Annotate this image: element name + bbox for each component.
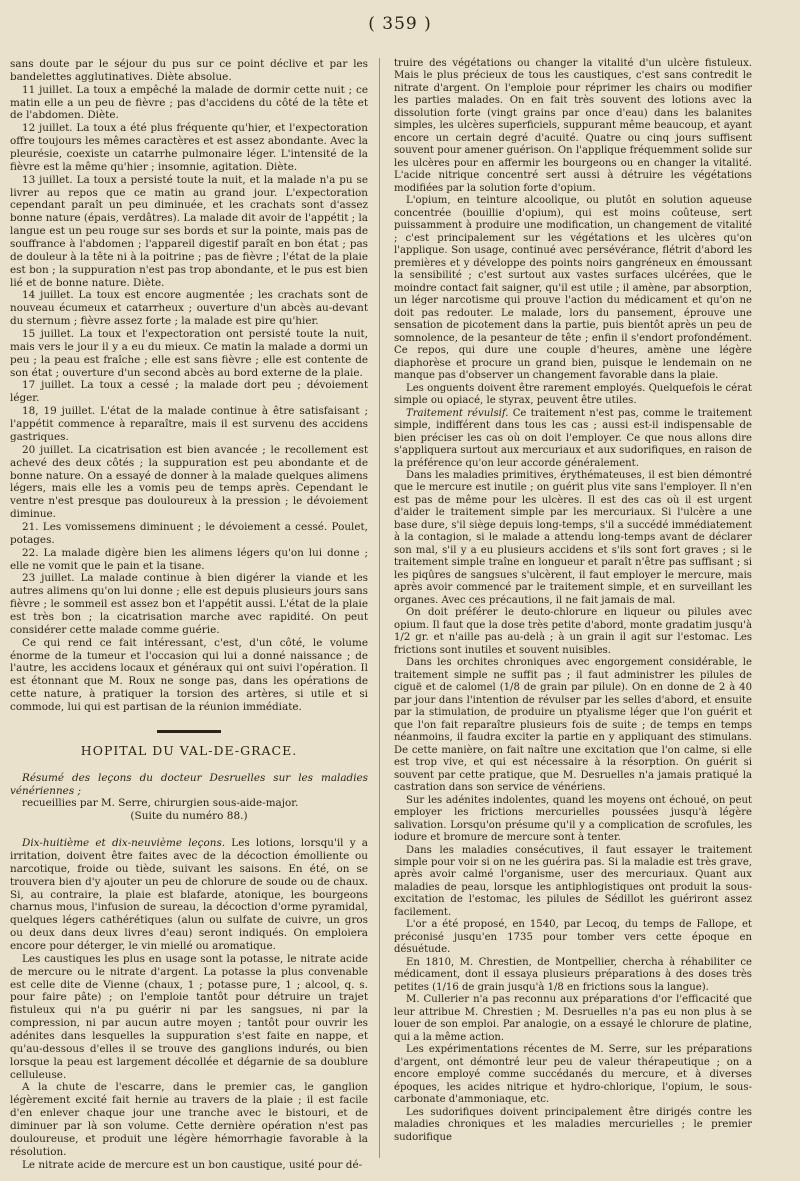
- revulsive-text: Ce traitement n'est pas, comme le traitement simple, indifférent dans tous les cas ; aussi est-il indispensable de bien préciser les cas où on doit l'employer. Ce que nous allons dire s'appliquera surtout aux mercuriaux et aux sudorifiques, en raison de la préférence qu'on leur accorde généralement.: [394, 407, 752, 469]
- paragraph: 14 juillet. La toux est encore augmentée ; les crachats sont de nouveau écumeux et catarrheux ; ouverture d'un abcès au-devant du sternum ; fièvre assez forte ; la malade est pire qu'hier.: [10, 289, 368, 328]
- paragraph: Les onguents doivent être rarement employés. Quelquefois le cérat simple ou opiacé, le styrax, peuvent être utiles.: [394, 382, 752, 407]
- paragraph: L'opium, en teinture alcoolique, ou plutôt en solution aqueuse concentrée (bouillie d'opium), qui est moins coûteuse, sert puissamment à produire une modification, un changement de vitalité ; c'est principalement sur les végétations et les ulcères qu'on l'applique. Son usage, continué avec persévérance, flétrit d'abord les premières et y développe des points noirs gangréneux en émoussant la sensibilité ; c'est surtout aux vastes surfaces ulcérées, que le moindre contact fait saigner, qu'il est utile ; il amène, par absorption, un léger narcotisme qui prouve l'action du médicament et qu'on ne doit pas redouter. Le malade, lors du pansement, éprouve une sensation de picotement dans la partie, puis bientôt après un peu de somnolence, de la pesanteur de tête ; enfin il s'endort profondément. Ce repos, qui dure une couple d'heures, amène une légère diaphorèse et procure un grand bien, puisque le lendemain on ne manque pas d'observer un changement favorable dans la plaie.: [394, 195, 752, 382]
- paragraph: 22. La malade digère bien les alimens légers qu'on lui donne ; elle ne vomit que le pain et la tisane.: [10, 546, 368, 572]
- lecture-subtitle: Résumé des leçons du docteur Desruelles sur les maladies vénériennes ;: [10, 771, 368, 797]
- lesson-text: Les lotions, lorsqu'il y a irritation, doivent être faites avec de la décoction émolliente ou narcotique, froide ou tiède, suivant les saisons. En été, on se trouvera bien d'y ajouter un peu de chlorure de soude ou de chaux. Si, au contraire, la plaie est blafarde, atonique, les bourgeons charnus mous, l'infusion de sureau, la décoction d'orme pyramidal, quelques légers cathérétiques (alun ou sulfate de cuivre, un gros ou deux dans deux livres d'eau) seront indiqués. On emploiera encore pour déterger, le vin miellé ou aromatique.: [10, 837, 368, 952]
- paragraph: 17 juillet. La toux a cessé ; la malade dort peu ; dévoiement léger.: [10, 379, 368, 405]
- paragraph: Dans les maladies consécutives, il faut essayer le traitement simple pour voir si on ne les guérira pas. Si la maladie est très grave, après avoir calmé l'organisme, user des mercuriaux. Quant aux maladies de peau, lorsque les antiphlogistiques ont produit la sous-excitation de l'estomac, les pilules de Sédillot les guériront assez facilement.: [394, 844, 752, 918]
- paragraph: A la chute de l'escarre, dans le premier cas, le ganglion légèrement excité fait hernie au travers de la plaie ; il est facile d'en enlever chaque jour une tranche avec le bistouri, et de diminuer par là son volume. Cette dernière opération n'est pas douloureuse, et produit une légère hémorrhagie favorable à la résolution.: [10, 1081, 368, 1158]
- right-paragraphs-2: [394, 470, 752, 1144]
- paragraph: 23 juillet. La malade continue à bien digérer la viande et les autres alimens qu'on lui donne ; elle est depuis plusieurs jours sans fièvre ; le sommeil est assez bon et l'appétit aussi. L'état de la plaie est très bon ; la cicatrisation marche avec rapidité. On peut considérer cette malade comme guérie.: [10, 572, 368, 636]
- paragraph: Les sudorifiques doivent principalement être dirigés contre les maladies chroniques et les maladies mercurielles ; le premier sudorifique: [394, 1106, 752, 1143]
- paragraph: 21. Les vomissemens diminuent ; le dévoiement a cessé. Poulet, potages.: [10, 520, 368, 546]
- left-paragraphs-2: [10, 953, 368, 1172]
- column-divider: [379, 58, 380, 1158]
- paragraph: Les expérimentations récentes de M. Serre, sur les préparations d'argent, ont démontré leur peu de valeur thérapeutique ; on a encore employé comme succédanés du mercure, et à diverses époques, les acides nitrique et hydro-chlorique, l'opium, le sous-carbonate d'ammoniaque, etc.: [394, 1044, 752, 1106]
- lesson-lead: Dix-huitième et dix-neuvième leçons.: [22, 837, 226, 850]
- paragraph: 15 juillet. La toux et l'expectoration ont persisté toute la nuit, mais vers le jour il y a eu du mieux. Ce matin la malade a dormi un peu ; la peau est fraîche ; elle est sans fièvre ; elle est contente de son état ; ouverture d'un second abcès au bord externe de la plaie.: [10, 328, 368, 379]
- lesson-paragraph: [10, 837, 368, 953]
- section-title: HOPITAL DU VAL-DE-GRACE.: [80, 742, 298, 758]
- paragraph: Les caustiques les plus en usage sont la potasse, le nitrate acide de mercure ou le nitrate d'argent. La potasse la plus convenable est celle dite de Vienne (chaux, 1 ; potasse pure, 1 ; alcool, q. s. pour faire pâte) ; on l'emploie tantôt pour détruire un trajet fistuleux qui n'a pu guérir ni par les sangsues, ni par la compression, ni par aucun autre moyen ; tantôt pour ouvrir les adénites dans lesquelles la suppuration s'est faite en nappe, et qu'au-dessous d'elles il se trouve des ganglions indurés, ou bien lorsque la peau est largement décollée et dégarnie de sa doublure celluleuse.: [10, 952, 368, 1081]
- continuation-note: (Suite du numéro 88.): [130, 810, 248, 823]
- paragraph: L'or a été proposé, en 1540, par Lecoq, du temps de Fallope, et préconisé jusqu'en 1735 pour tomber vers cette époque en désuétude.: [394, 919, 752, 956]
- paragraph: M. Cullerier n'a pas reconnu aux préparations d'or l'efficacité que leur attribue M. Chrestien ; M. Desruelles n'a pas eu non plus à se louer de son emploi. Par analogie, on a essayé le chlorure de platine, qui a la même action.: [394, 994, 752, 1043]
- paragraph: 18, 19 juillet. L'état de la malade continue à être satisfaisant ; l'appétit commence à reparaître, mais il est survenu des accidens gastriques.: [10, 405, 368, 443]
- paragraph: Dans les maladies primitives, érythémateuses, il est bien démontré que le mercure est inutile ; on guérit plus vite sans l'employer. Il n'en est pas de même pour les ulcères. Il est des cas où il est urgent d'aider le traitement simple par les mercuriaux. Si l'ulcère a une base dure, s'il siège depuis long-temps, s'il a succédé immédiatement à la contagion, si le malade a attendu long-temps avant de déclarer son mal, s'il y a eu plusieurs accidens et s'ils sont fort graves ; si le traitement simple traîne en longueur et paraît n'être pas suffisant ; si les piqûres de sangsues s'ulcèrent, il faut employer le mercure, mais après avoir commencé par le traitement simple, et en surveillant les organes. Avec ces précautions, il ne fait jamais de mal.: [394, 469, 752, 606]
- paragraph: Dans les orchites chroniques avec engorgement considérable, le traitement simple ne suffit pas ; il faut administrer les pilules de ciguë et de calomel (1/8 de grain par pilule). On en donne de 2 à 40 par jour dans l'intention de révulser par les selles d'abord, et ensuite par la stimulation, de produire un ptyalisme léger que l'on guérit et que l'on fait reparaître plusieurs fois de suite ; de temps en temps néanmoins, il faudra exciter la partie en y appliquant des stimulans. De cette manière, on fait naître une excitation que l'on calme, si elle est trop vive, et qui est nécessaire à la résorption. On guérit si souvent par cette pratique, que M. Desruelles n'a jamais pratiqué la castration dans son service de vénériens.: [394, 657, 752, 794]
- left-column: [10, 58, 368, 1171]
- section-rule: [157, 730, 221, 733]
- paragraph: 12 juillet. La toux a été plus fréquente qu'hier, et l'expectoration offre toujours les mêmes caractères et est assez abondante. Avec la pleurésie, coexiste un catarrhe pulmonaire léger. L'intensité de la fièvre est la même qu'hier ; insomnie, agitation. Diète.: [10, 122, 368, 173]
- paragraph: Le nitrate acide de mercure est un bon caustique, usité pour dé-: [22, 1158, 363, 1171]
- left-paragraphs: [10, 58, 368, 714]
- lecture-byline: recueillies par M. Serre, chirurgien sous-aide-major.: [22, 797, 299, 810]
- paragraph: 11 juillet. La toux a empêché la malade de dormir cette nuit ; ce matin elle a un peu de fièvre ; pas d'accidens du côté de la tête et de l'abdomen. Diète.: [10, 83, 368, 122]
- right-paragraphs: [394, 58, 752, 408]
- paragraph: 13 juillet. La toux a persisté toute la nuit, et la malade n'a pu se livrer au repos que ce matin au grand jour. L'expectoration cependant paraît un peu diminuée, et les crachats sont d'assez bonne nature (épais, verdâtres). La malade dit avoir de l'appétit ; la langue est un peu rouge sur ses bords et sur la pointe, mais pas de souffrance à l'abdomen ; l'appareil digestif paraît en bon état ; pas de douleur à la tête ni à la poitrine ; pas de fièvre ; l'état de la plaie est bon ; la suppuration n'est pas trop abondante, et le pus est bien lié et de bonne nature. Diète.: [10, 173, 369, 289]
- paragraph: truire des végétations ou changer la vitalité d'un ulcère fistuleux. Mais le plus précieux de tous les caustiques, c'est sans contredit le nitrate d'argent. On l'emploie pour réprimer les chairs ou modifier les parties malades. On en fait très souvent des lotions avec la dissolution forte (vingt grains par once d'eau) dans les balanites simples, les ulcères superficiels, suppurant même beaucoup, et ayant encore un certain degré d'acuité. Quatre ou cinq jours suffisent souvent pour amener guérison. On l'applique fréquemment solide sur les ulcères pour en affermir les bourgeons ou en changer la vitalité. L'acide nitrique concentré sert aussi à détruire les végétations modifiées par la solution forte d'opium.: [394, 58, 752, 194]
- paragraph: sans doute par le séjour du pus sur ce point déclive et par les bandelettes agglutinatives. Diète absolue.: [10, 58, 368, 83]
- paragraph: 20 juillet. La cicatrisation est bien avancée ; le recollement est achevé des deux côtés ; la suppuration est peu abondante et de bonne nature. On a essayé de donner à la malade quelques alimens légers, mais elle les a vomis peu de temps après. Cependant le ventre n'est presque pas douloureux à la pression ; le dévoiement diminue.: [10, 443, 368, 521]
- paragraph: Ce qui rend ce fait intéressant, c'est, d'un côté, le volume énorme de la tumeur et l'occasion qui lui a donné naissance ; de l'autre, les accidens locaux et généraux qui ont suivi l'opération. Il est étonnant que M. Roux ne songe pas, dans les opérations de cette nature, à pratiquer la torsion des artères, si utile et si commode, lui qui est partisan de la réunion immédiate.: [10, 636, 368, 713]
- paragraph: En 1810, M. Chrestien, de Montpellier, chercha à réhabiliter ce médicament, dont il essaya plusieurs préparations à des doses très petites (1/16 de grain jusqu'à 1/8 en frictions sous la langue).: [394, 956, 752, 993]
- right-column: [394, 58, 752, 1144]
- paragraph: On doit préférer le deuto-chlorure en liqueur ou pilules avec opium. Il faut que la dose très petite d'abord, monte gradatim jusqu'à 1/2 gr. et n'aille pas au-delà ; à un grain il agit sur l'estomac. Les frictions sont inutiles et souvent nuisibles.: [394, 607, 752, 656]
- revulsive-paragraph: [394, 408, 752, 470]
- paragraph: Sur les adénites indolentes, quand les moyens ont échoué, on peut employer les frictions mercurielles poussées jusqu'à légère salivation. Lorsqu'on présume qu'il y a complication de scrofules, les iodure et bromure de mercure sont à tenter.: [394, 794, 752, 844]
- revulsive-lead: Traitement révulsif.: [406, 407, 509, 419]
- page-number: ( 359 ): [368, 14, 432, 34]
